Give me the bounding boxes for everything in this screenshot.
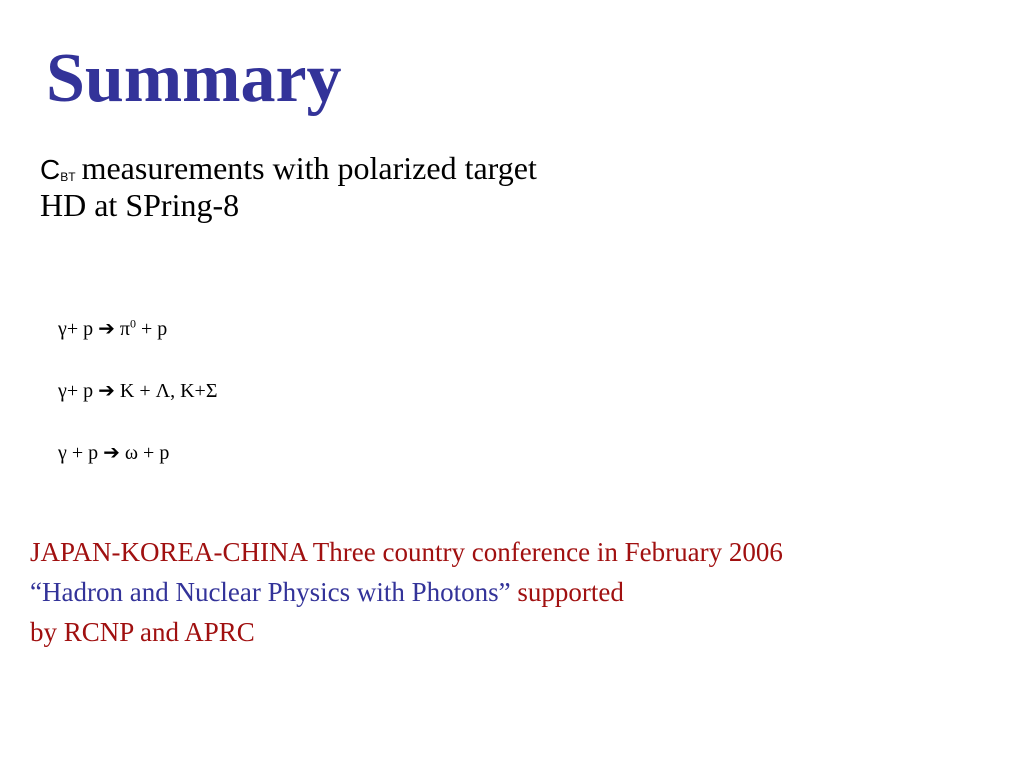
reaction-item (58, 316, 167, 341)
conference-line-1: JAPAN-KOREA-CHINA Three country conference in February 2006 (30, 537, 783, 567)
conference-line-2 (30, 572, 783, 612)
slide-title: Summary (46, 40, 342, 117)
right-arrow-icon: ➔ (103, 442, 120, 464)
reaction-rhs-tail: + p (136, 318, 168, 340)
reaction-rhs: ω + p (119, 442, 170, 464)
subtitle-text: measurements with polarized target (81, 150, 537, 186)
subtitle-line-1 (40, 150, 537, 187)
right-arrow-icon: ➔ (98, 318, 115, 340)
conference-supported: supported (510, 577, 624, 607)
conference-line-3: by RCNP and APRC (30, 617, 255, 647)
reaction-lhs: γ+ p (58, 318, 99, 340)
conference-note (30, 532, 783, 652)
subtitle-block (40, 150, 537, 224)
subtitle-line-2: HD at SPring-8 (40, 186, 240, 223)
conference-quote: “Hadron and Nuclear Physics with Photons” (30, 577, 511, 607)
reaction-rhs: π (114, 318, 130, 340)
right-arrow-icon: ➔ (98, 380, 115, 402)
reaction-item (58, 378, 217, 403)
reaction-superscript: 0 (130, 316, 136, 331)
reaction-item (58, 440, 169, 465)
cbt-symbol: C (40, 154, 61, 185)
reaction-rhs: K + Λ, K+Σ (114, 380, 218, 402)
reaction-lhs: γ+ p (58, 380, 99, 402)
reaction-lhs: γ + p (58, 442, 104, 464)
cbt-subscript: BT (60, 170, 76, 184)
